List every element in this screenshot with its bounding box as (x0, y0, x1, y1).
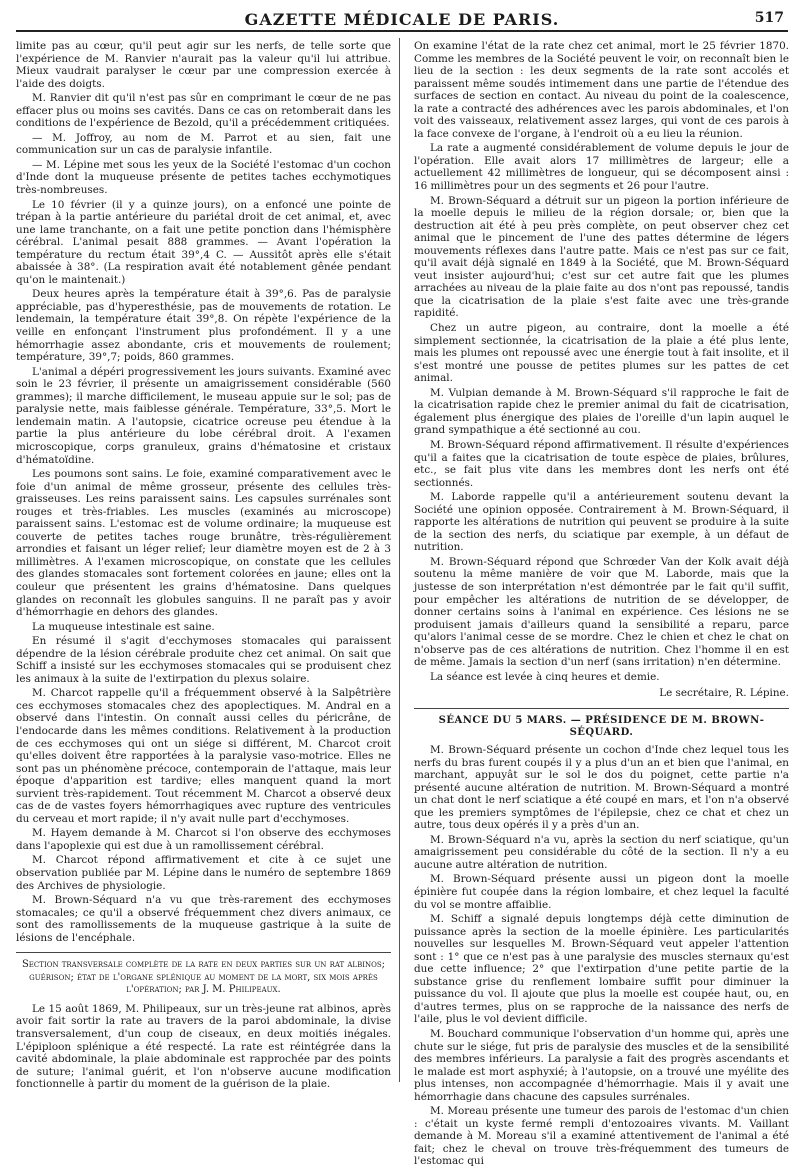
paragraph: La muqueuse intestinale est saine. (32, 620, 215, 633)
paragraph: La rate a augmenté considérablement de volume depuis le jour de l'opération. Elle avait alors 17 millimètres de largeur; elle a actuellement 42 millimètres de longueur, qui se décomposent ainsi : 16 millimètres pour un des segments et 26 pour l'autre. (414, 142, 789, 193)
paragraph: M. Moreau présente une tumeur des parois de l'estomac d'un chien : c'était un kyste fermé rempli d'entozoaires vivants. M. Vaillant demande à M. Moreau s'il a examiné attentivement de l'animal a été fait; chez le cheval on trouve très-fréquemment des tumeurs de l'estomac qui (414, 1105, 789, 1168)
paragraph: M. Schiff a signalé depuis longtemps déjà cette diminution de puissance après la section de la moelle épinière. Les particularités nouvelles sur lesquelles M. Brown-Séquard veut appeler l'attention sont : 1° que ce n'est pas à une paralysie des muscles sternaux qu'est due cette influence; 2° que l'extirpation d'une petite partie de la substance grise du renflement lombaire suffit pour diminuer la puissance du vol. Il ajoute que plus la moelle est coupée haut, ou, en d'autres termes, plus on se rapproche de la naissance des nerfs de l'aile, plus le vol devient difficile. (414, 913, 789, 1026)
article-title: Section transversale complète de la rate en deux parties sur un rat albinos; guérison; état de l'organe splénique au moment de la mort, six mois après l'opération; par J. M. Philipeaux. (21, 959, 386, 996)
left-column (16, 40, 391, 1091)
paragraph: M. Brown-Séquard présente aussi un pigeon dont la moelle épinière fut coupée dans la région lombaire, et chez lequel la faculté du vol se montre affaiblie. (414, 873, 789, 911)
right-column (414, 40, 789, 1168)
paragraph: M. Hayem demande à M. Charcot si l'on observe des ecchymoses dans l'apoplexie qui est due à un ramollissement cérébral. (16, 827, 391, 852)
section-rule (414, 708, 789, 709)
paragraph: Chez un autre pigeon, au contraire, dont la moelle a été simplement sectionnée, la cicatrisation de la plaie a été plus lente, mais les plumes ont repoussé avec une énergie tout à fait insolite, et il s'est montré une pousse de petites plumes sur les pattes de cet animal. (414, 322, 789, 385)
paragraph: M. Brown-Séquard répond affirmativement. Il résulte d'expériences qu'il a faites que la cicatrisation de toute espèce de plaies, brûlures, etc., se fait plus vite dans les membres dont les nerfs ont été sectionnés. (414, 438, 789, 489)
paragraph: Le 15 août 1869, M. Philipeaux, sur un très-jeune rat albinos, après avoir fait sortir la rate au travers de la paroi abdominale, la divise transversalement, d'un coup de ciseaux, en deux moitiés inégales. L'épiploon splénique a été respecté. La rate est réintégrée dans la cavité abdominale, la plaie abdominale est rapprochée par des points de suture; l'animal guérit, et l'on n'observe aucune modification fonctionnelle à partir du moment de la guérison de la plaie. (16, 1002, 391, 1091)
paragraph: En résumé il s'agit d'ecchymoses stomacales qui paraissent dépendre de la lésion cérébrale produite chez cet animal. On sait que Schiff a insisté sur les ecchymoses stomacales qui se produisent chez les animaux à la suite de l'extirpation du plexus solaire. (16, 635, 391, 685)
paragraph: On examine l'état de la rate chez cet animal, mort le 25 février 1870. Comme les membres de la Société peuvent le voir, on reconnaît bien le lieu de la section : les deux segments de la rate sont accolés et paraissent même soudés intimement dans une partie de l'étendue des surfaces de section en contact. Au niveau du point de la coalescence, la rate a contracté des adhérences avec les parois abdominales, et l'on voit des vaisseaux, relativement assez larges, qui vont de ces parois à la face convexe de l'organe, à l'endroit où a eu lieu la réunion. (414, 40, 789, 140)
paragraph: La séance est levée à cinq heures et demie. (430, 670, 660, 683)
paragraph: M. Brown-Séquard présente un cochon d'Inde chez lequel tous les nerfs du bras furent coupés il y a plus d'un an et bien que l'animal, en marchant, appuyât sur le sol le dos du poignet, cette partie n'a présenté aucune altération de nutrition. M. Brown-Séquard a montré un chat dont le nerf sciatique a été coupé en mars, et l'on n'a observé que les premiers symptômes de l'épilepsie, chez ce chat et chez un autre, tous deux opérés il y a près d'un an. (414, 743, 789, 832)
journal-title: GAZETTE MÉDICALE DE PARIS. (244, 10, 560, 29)
paragraph: M. Charcot répond affirmativement et cite à ce sujet une observation publiée par M. Lépine dans le numéro de septembre 1869 des Archives de physiologie. (16, 854, 391, 892)
page-number: 517 (754, 10, 784, 26)
paragraph: M. Brown-Séquard n'a vu, après la section du nerf sciatique, qu'un amaigrissement peu considérable du côté de la section. Il n'y a eu aucune autre altération de nutrition. (414, 833, 789, 871)
paragraph: Deux heures après la température était à 39°,6. Pas de paralysie appréciable, pas d'hyperesthésie, pas de mouvements de rotation. Le lendemain, la température était 39°,8. On répète l'expérience de la veille en enfonçant l'instrument plus profondément. Il y a une hémorrhagie assez abondante, cris et mouvements de roulement; température, 39°,7; poids, 860 grammes. (16, 288, 391, 364)
paragraph: M. Ranvier dit qu'il n'est pas sûr en comprimant le cœur de ne pas effacer plus ou moins ses cavités. Dans ce cas on retomberait dans les conditions de l'expérience de Bezold, qu'il a précédemment critiquées. (16, 92, 391, 130)
paragraph: M. Charcot rappelle qu'il a fréquemment observé à la Salpêtrière ces ecchymoses stomacales chez des apoplectiques. M. Andral en a observé dans l'intestin. On connaît aussi celles du péricrâne, de l'endocarde dans les mêmes conditions. Relativement à la production de ces ecchymoses qui ont un siége si différent, M. Charcot croit qu'elles doivent être rapportées à la paralysie vaso-motrice. Elles ne sont pas un phénomène précoce, contemporain de l'attaque, mais leur époque d'apparition est tardive; elles manquent quand la mort survient très-rapidement. Tout récemment M. Charcot a observé deux cas de de vastes foyers hémorrhagiques avec rupture des ventricules du cerveau et mort rapide; il n'y avait nulle part d'ecchymoses. (16, 687, 391, 825)
session-heading: SÉANCE DU 5 MARS. — PRÉSIDENCE DE M. BROWN-SÉQUARD. (438, 714, 765, 739)
paragraph: Les poumons sont sains. Le foie, examiné comparativement avec le foie d'un animal de même grosseur, présente des cellules très-graisseuses. Les reins paraissent sains. Les capsules surrénales sont rouges et très-friables. Les muscles (examinés au microscope) paraissent sains. L'estomac est de volume ordinaire; la muqueuse est couverte de petites taches rouge brunâtre, très-régulièrement arrondies et faisant un léger relief; leur diamètre moyen est de 2 à 3 millimètres. A l'examen microscopique, on constate que les cellules des glandes stomacales sont fortement colorées en jaune; elles ont la couleur que présentent les grains d'hématosine. Dans quelques glandes on reconnaît les globules sanguins. Il ne paraît pas y avoir d'hémorrhagie en dehors des glandes. (16, 468, 391, 619)
running-header (16, 8, 788, 32)
paragraph: M. Brown-Séquard répond que Schrœder Van der Kolk avait déjà soutenu la même manière de voir que M. Laborde, mais que la justesse de son interprétation n'est démontrée par le fait qu'il suffit, pour empêcher les altérations de nutrition de se développer, de donner certains soins à l'animal en expérience. Ces lésions ne se produisent jamais d'ailleurs quand la sensibilité a reparu, parce qu'alors l'animal cesse de se mordre. Chez le chien et chez le chat on n'observe pas de ces altérations de nutrition. Chez l'homme il en est de même. Jamais la section d'un nerf (sans irritation) n'en détermine. (414, 555, 789, 669)
paragraph: M. Bouchard communique l'observation d'un homme qui, après une chute sur le siége, fut pris de paralysie des muscles et de la sensibilité des membres inférieurs. La paralysie a fait des progrès ascendants et le malade est mort asphyxié; à l'autopsie, on a trouvé une myélite des plus intenses, non accompagnée d'hémorrhagie. Mais il y avait une hémorrhagie dans chacune des capsules surrénales. (414, 1028, 789, 1103)
paragraph: M. Brown-Séquard n'a vu que très-rarement des ecchymoses stomacales; ce qu'il a observé fréquemment chez divers animaux, ce sont des ramollissements de la muqueuse gastrique à la suite de lésions de l'encéphale. (16, 894, 391, 944)
paragraph: M. Vulpian demande à M. Brown-Séquard s'il rapproche le fait de la cicatrisation rapide chez le premier animal du fait de cicatrisation, également plus énergique des plaies de l'oreille d'un lapin auquel le grand sympathique a été sectionné au cou. (414, 386, 789, 437)
paragraph: M. Brown-Séquard a détruit sur un pigeon la portion inférieure de la moelle depuis le milieu de la région dorsale; or, bien que la destruction ait été à peu près complète, on peut observer chez cet animal que le pincement de l'une des pattes détermine de légers mouvements réflexes dans l'autre patte. Mais ce n'est pas sur ce fait, qu'il avait déjà signalé en 1849 à la Société, que M. Brown-Séquard veut insister aujourd'hui; c'est sur cet autre fait que les plumes arrachées au niveau de la plaie faite au dos n'ont pas repoussé, tandis que la cicatrisation de la plaie s'est faite avec une très-grande rapidité. (414, 194, 789, 320)
paragraph: Le 10 février (il y a quinze jours), on a enfoncé une pointe de trépan à la partie antérieure du pariétal droit de cet animal, et, avec une lame tranchante, on a fait une petite ponction dans l'hémisphère cérébral. L'animal pesait 888 grammes. — Avant l'opération la température du rectum était 39°,4 C. — Aussitôt après elle s'était abaissée à 38°. (La respiration avait été notablement gênée pendant qu'on le maintenait.) (16, 198, 391, 286)
section-rule (16, 952, 391, 953)
secretary-signature: Le secrétaire, R. Lépine. (659, 687, 789, 700)
paragraph: L'animal a dépéri progressivement les jours suivants. Examiné avec soin le 23 février, il présente un amaigrissement considérable (560 grammes); il marche difficilement, le museau appuie sur le sol; pas de paralysie nette, mais faiblesse générale. Température, 33°,5. Mort le lendemain matin. A l'autopsie, cicatrice ocreuse peu étendue à la partie la plus antérieure du lobe cérébral droit. A l'examen microscopique, corps granuleux, grains d'hématosine et cristaux d'hématoïdine. (16, 365, 391, 466)
paragraph: M. Laborde rappelle qu'il a antérieurement soutenu devant la Société une opinion opposée. Contrairement à M. Brown-Séquard, il rapporte les altérations de nutrition qui peuvent se produire à la suite de la section des nerfs, du sciatique par exemple, à un défaut de nutrition. (414, 491, 789, 554)
paragraph: — M. Joffroy, au nom de M. Parrot et au sien, fait une communication sur un cas de paralysie infantile. (16, 131, 391, 157)
column-divider (399, 38, 400, 1082)
paragraph: — M. Lépine met sous les yeux de la Société l'estomac d'un cochon d'Inde dont la muqueuse présente de petites taches ecchymotiques très-nombreuses. (16, 158, 391, 197)
paragraph: limite pas au cœur, qu'il peut agir sur les nerfs, de telle sorte que l'expérience de M. Ranvier n'aurait pas la valeur qu'il lui attribue. Mieux vaudrait paralyser le cœur par une compression exercée à l'aide des doigts. (16, 40, 391, 90)
